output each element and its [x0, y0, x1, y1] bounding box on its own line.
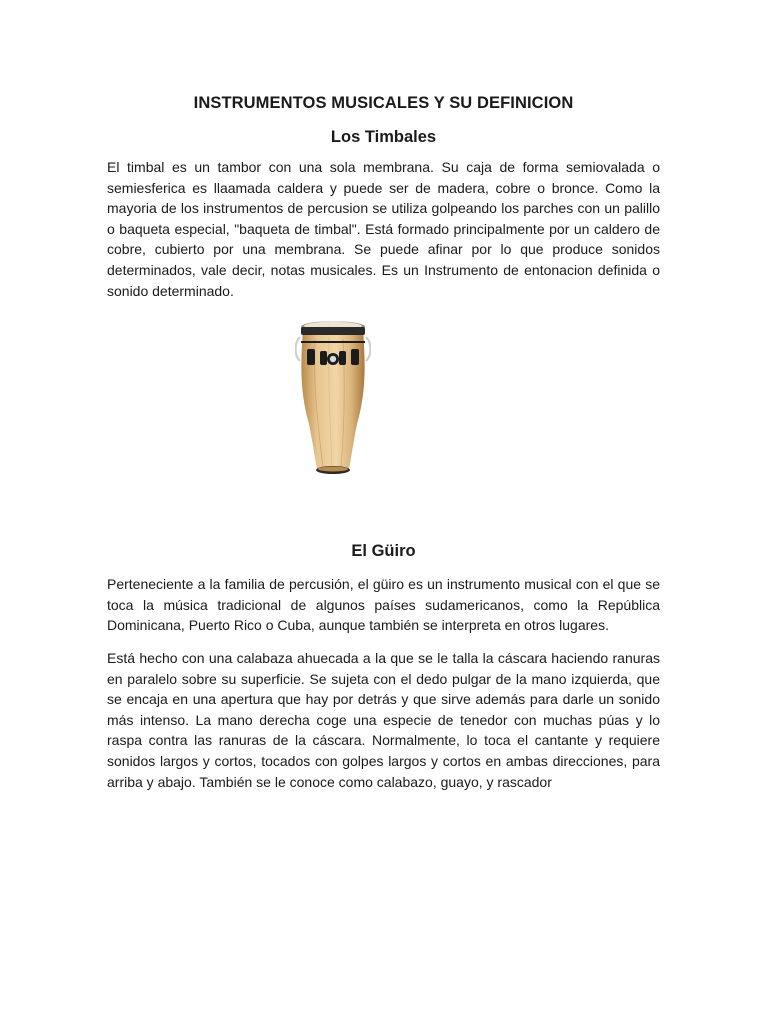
section-heading-timbales: Los Timbales: [330, 128, 437, 146]
section-heading-guiro: El Güiro: [351, 542, 416, 561]
paragraph-timbales: El timbal es un tambor con una sola membrana. Su caja de forma semiovalada o semiesferica es llaamada caldera y puede ser de madera, cobre o bronce. Como la mayoria de los instrumentos de percusion se utiliza golpeando los parches con un palillo o baqueta especial, "baqueta de timbal". Está formado principalmente por un caldero de cobre, cubierto por una membrana. Se puede afinar por lo que produce sonidos determinados, vale decir, notas musicales. Es un Instrumento de entonacion definida o sonido determinado.: [107, 159, 660, 299]
conga-drum-icon: [295, 319, 371, 479]
paragraph-guiro-2: Está hecho con una calabaza ahuecada a la que se le talla la cáscara haciendo ranuras en paralelo sobre su superficie. Se sujeta con el dedo pulgar de la mano izquierda, que se encaja en una apertura que hay por detrás y que sirve además para darle un sonido más intenso. La mano derecha coge una especie de tenedor con muchas púas y lo raspa contra las ranuras de la cáscara. Normalmente, lo toca el cantante y requiere sonidos largos y cortos, tocados con golpes largos y cortos en ambas direcciones, para arriba y abajo. También se le conoce como calabazo, guayo, y rascador: [107, 649, 660, 790]
drum-figure: [107, 319, 660, 505]
document-title: INSTRUMENTOS MUSICALES Y SU DEFINICION: [193, 94, 574, 112]
document-page: [107, 92, 660, 792]
paragraph-guiro-1: Perteneciente a la familia de percusión, el güiro es un instrumento musical con el que se toca la música tradicional de algunos países sudamericanos, como la República Dominicana, Puerto Rico o Cuba, aunque también se interpreta en otros lugares.: [107, 576, 660, 634]
